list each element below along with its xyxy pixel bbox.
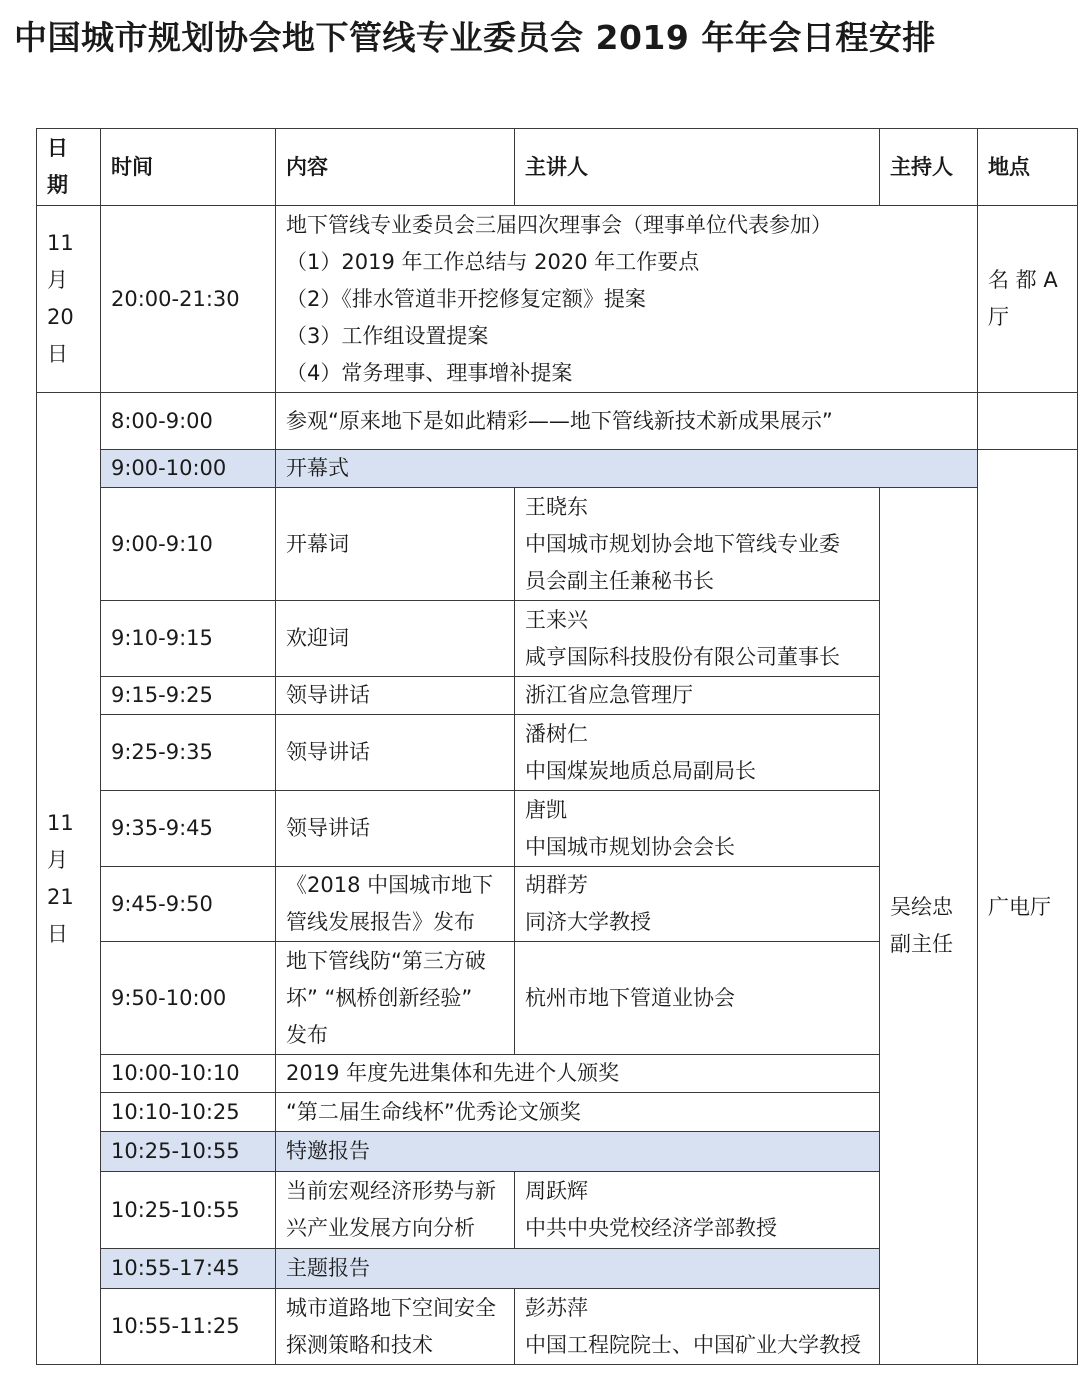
content-cell: 《2018 中国城市地下 管线发展报告》发布 xyxy=(276,867,515,942)
date-cell-day1: 11 月 20 日 xyxy=(37,206,101,393)
content-cell: 开幕词 xyxy=(276,488,515,601)
section-label: 开幕式 xyxy=(276,450,978,488)
date-cell-day2: 11 月 21 日 xyxy=(37,393,101,1365)
time-cell: 10:25-10:55 xyxy=(101,1132,276,1172)
time-cell: 9:45-9:50 xyxy=(101,867,276,942)
time-cell: 9:10-9:15 xyxy=(101,601,276,677)
content-cell: 2019 年度先进集体和先进个人颁奖 xyxy=(276,1055,880,1093)
time-cell: 10:25-10:55 xyxy=(101,1172,276,1249)
time-cell: 9:00-10:00 xyxy=(101,450,276,488)
section-row-opening xyxy=(37,450,1078,488)
venue-cell: 广电厅 xyxy=(978,450,1078,1365)
header-date: 日 期 xyxy=(37,129,101,206)
header-host: 主持人 xyxy=(880,129,978,206)
time-cell: 20:00-21:30 xyxy=(101,206,276,393)
content-cell: 领导讲话 xyxy=(276,791,515,867)
time-cell: 9:35-9:45 xyxy=(101,791,276,867)
schedule-table xyxy=(36,128,1078,1365)
time-cell: 10:10-10:25 xyxy=(101,1093,276,1132)
section-label: 主题报告 xyxy=(276,1249,880,1289)
header-time: 时间 xyxy=(101,129,276,206)
content-cell: 城市道路地下空间安全 探测策略和技术 xyxy=(276,1289,515,1365)
table-row xyxy=(37,488,1078,601)
time-cell: 9:50-10:00 xyxy=(101,942,276,1055)
page-title: 中国城市规划协会地下管线专业委员会 2019 年年会日程安排 xyxy=(14,18,936,57)
time-cell: 8:00-9:00 xyxy=(101,393,276,450)
speaker-cell: 杭州市地下管道业协会 xyxy=(515,942,880,1055)
content-cell: 参观“原来地下是如此精彩——地下管线新技术新成果展示” xyxy=(276,393,978,450)
time-cell: 10:00-10:10 xyxy=(101,1055,276,1093)
speaker-cell: 周跃辉 中共中央党校经济学部教授 xyxy=(515,1172,880,1249)
host-cell: 吴绘忠 副主任 xyxy=(880,488,978,1365)
table-row xyxy=(37,206,1078,393)
content-cell: 地下管线专业委员会三届四次理事会（理事单位代表参加） （1）2019 年工作总结与 2020 年工作要点 （2）《排水管道非开挖修复定额》提案 （3）工作组设置提案 （4）常务理事、理事增补提案 xyxy=(276,206,978,393)
header-speaker: 主讲人 xyxy=(515,129,880,206)
content-cell: “第二届生命线杯”优秀论文颁奖 xyxy=(276,1093,880,1132)
content-cell: 领导讲话 xyxy=(276,715,515,791)
speaker-cell: 王晓东 中国城市规划协会地下管线专业委 员会副主任兼秘书长 xyxy=(515,488,880,601)
time-cell: 9:25-9:35 xyxy=(101,715,276,791)
time-cell: 9:15-9:25 xyxy=(101,677,276,715)
speaker-cell: 潘树仁 中国煤炭地质总局副局长 xyxy=(515,715,880,791)
section-label: 特邀报告 xyxy=(276,1132,880,1172)
content-cell: 领导讲话 xyxy=(276,677,515,715)
speaker-cell: 彭苏萍 中国工程院院士、中国矿业大学教授 xyxy=(515,1289,880,1365)
time-cell: 10:55-11:25 xyxy=(101,1289,276,1365)
speaker-cell: 浙江省应急管理厅 xyxy=(515,677,880,715)
speaker-cell: 王来兴 咸亨国际科技股份有限公司董事长 xyxy=(515,601,880,677)
speaker-cell: 胡群芳 同济大学教授 xyxy=(515,867,880,942)
table-row xyxy=(37,393,1078,450)
content-cell: 欢迎词 xyxy=(276,601,515,677)
header-venue: 地点 xyxy=(978,129,1078,206)
speaker-cell: 唐凯 中国城市规划协会会长 xyxy=(515,791,880,867)
time-cell: 10:55-17:45 xyxy=(101,1249,276,1289)
content-cell: 地下管线防“第三方破 坏” “枫桥创新经验” 发布 xyxy=(276,942,515,1055)
time-cell: 9:00-9:10 xyxy=(101,488,276,601)
venue-cell: 名 都 A 厅 xyxy=(978,206,1078,393)
content-cell: 当前宏观经济形势与新 兴产业发展方向分析 xyxy=(276,1172,515,1249)
header-row xyxy=(37,129,1078,206)
header-content: 内容 xyxy=(276,129,515,206)
venue-cell-empty xyxy=(978,393,1078,450)
